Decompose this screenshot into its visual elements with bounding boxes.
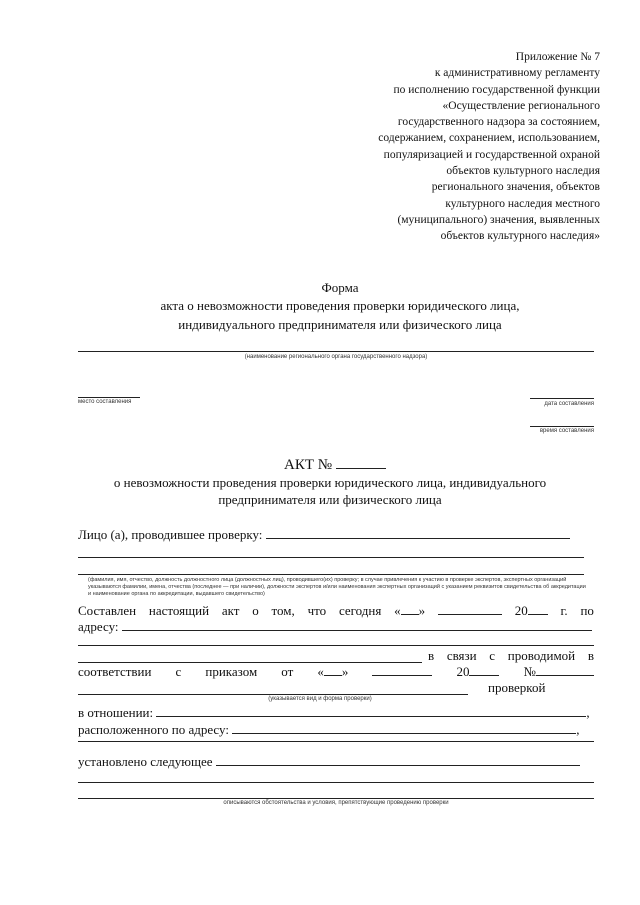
year-field[interactable] <box>528 603 548 615</box>
time-caption: время составления <box>539 428 594 434</box>
composed-word: сегодня <box>338 603 382 618</box>
located-comma: , <box>576 722 580 737</box>
form-title-1: Форма <box>321 280 359 295</box>
order-year-field[interactable] <box>469 664 499 676</box>
agency-caption: (наименование регионального органа государственного надзора) <box>244 354 428 360</box>
time-field-line[interactable] <box>530 426 594 427</box>
due-word: в <box>428 648 435 663</box>
order-number-field[interactable] <box>536 664 594 676</box>
appendix-line: Приложение № 7 <box>515 51 600 63</box>
composed-word: Составлен <box>78 603 137 618</box>
circumstances-caption: описываются обстоятельства и условия, препятствующие проведению проверки <box>223 800 449 806</box>
located-field[interactable] <box>232 722 576 734</box>
act-subtitle-2: предпринимателя или физического лица <box>218 492 442 507</box>
regarding-field[interactable] <box>156 705 586 717</box>
act-heading-text: АКТ № <box>284 457 333 473</box>
composed-word: настоящий <box>148 603 210 618</box>
place-caption: место составления <box>78 399 132 405</box>
form-title-2: акта о невозможности проведения проверки юридического лица, <box>160 298 520 313</box>
day-field[interactable] <box>401 603 419 615</box>
composed-word: о <box>252 603 259 618</box>
date-field-line[interactable] <box>530 398 594 399</box>
appendix-line: регионального значения, объектов <box>431 181 600 194</box>
order-day-field[interactable] <box>324 664 342 676</box>
order-year-prefix: 20 <box>456 664 470 679</box>
regarding-label: в отношении: <box>78 705 154 720</box>
inspector-line-2[interactable] <box>78 557 584 558</box>
appendix-line: содержанием, сохранением, использованием, <box>378 132 600 145</box>
accordance-word: приказом <box>205 664 258 679</box>
composed-word: акт <box>221 603 240 618</box>
composed-word: г. <box>560 603 568 618</box>
year-group <box>515 603 548 619</box>
appendix-line: популяризацией и государственной охраной <box>383 148 600 161</box>
appendix-line: «Осуществление регионального <box>442 99 600 112</box>
accordance-word: с <box>175 664 182 679</box>
due-field-line[interactable] <box>78 662 422 663</box>
appendix-line: государственного надзора за состоянием, <box>397 116 600 129</box>
established-line-3[interactable] <box>78 798 594 799</box>
act-subtitle-1: о невозможности проведения проверки юридического лица, индивидуального <box>113 475 547 490</box>
appendix-line: к административному регламенту <box>434 67 600 80</box>
month-field[interactable] <box>438 603 502 615</box>
act-heading <box>284 455 386 474</box>
appendix-line: (муниципального) значения, выявленных <box>397 213 600 226</box>
inspector-line-3[interactable] <box>78 574 584 575</box>
quote-open: « <box>317 664 324 679</box>
order-date-group <box>317 664 348 680</box>
quote-close: » <box>341 664 349 679</box>
composed-word: том, <box>271 603 295 618</box>
established-line-2[interactable] <box>78 782 594 783</box>
located-line-2[interactable] <box>78 741 594 742</box>
accordance-row <box>78 664 594 680</box>
due-word: в <box>587 648 594 663</box>
address-row <box>78 619 594 635</box>
persons-caption: (фамилия, имя, отчество, должность должностного лица (должностных лиц), проводившего(их) проверку; в случае привлечения к участию в проверке экспертов, экспертных организаций указываются фамилии, имена, отчества (последнее — при наличии), должности экспертов и/или наименования экспертных организаций с указанием реквизитов свидетельства об аккредитации и наименование органа по аккредитации, выдавшего свидетельство) <box>88 577 586 597</box>
order-year-group <box>456 664 499 680</box>
regarding-comma: , <box>586 705 590 720</box>
appendix-line: по исполнению государственной функции <box>393 83 600 96</box>
form-title-3: индивидуального предпринимателя или физического лица <box>178 317 502 332</box>
established-field[interactable] <box>216 754 580 766</box>
order-caption: (указывается вид и форма проверки) <box>268 696 372 702</box>
regarding-row <box>78 705 594 721</box>
located-label: расположенного по адресу: <box>78 722 229 737</box>
composed-word: по <box>580 603 594 618</box>
agency-field-line[interactable] <box>78 351 594 352</box>
appendix-line: культурного наследия местного <box>445 197 600 210</box>
appendix-line: объектов культурного наследия» <box>440 230 600 243</box>
due-row <box>428 648 594 664</box>
inspector-row <box>78 527 594 543</box>
quote-close: » <box>418 603 426 618</box>
place-field-line[interactable] <box>78 397 140 398</box>
quote-open: « <box>394 603 401 618</box>
established-label: установлено следующее <box>78 754 213 769</box>
date-caption: дата составления <box>544 401 594 407</box>
composed-date-group <box>394 603 425 619</box>
address-label: адресу: <box>78 619 119 634</box>
composed-word: что <box>307 603 327 618</box>
number-sign: № <box>523 664 536 679</box>
established-row <box>78 754 594 770</box>
due-word: проводимой <box>507 648 576 663</box>
appendix-block <box>378 49 600 245</box>
address-line-2[interactable] <box>78 645 594 646</box>
due-word: связи <box>446 648 477 663</box>
address-field[interactable] <box>122 619 592 631</box>
due-word: с <box>489 648 496 663</box>
inspector-field[interactable] <box>266 527 570 539</box>
order-month-field[interactable] <box>372 664 432 676</box>
act-number-field[interactable] <box>336 455 386 469</box>
accordance-word: от <box>281 664 294 679</box>
appendix-line: объектов культурного наследия <box>446 165 600 178</box>
order-number-group <box>524 664 594 680</box>
inspector-label: Лицо (а), проводившее проверку: <box>78 527 263 542</box>
check-type-line[interactable] <box>78 694 468 695</box>
check-label: проверкой <box>488 680 546 695</box>
year-prefix: 20 <box>514 603 528 618</box>
composed-row <box>78 603 594 619</box>
located-row <box>78 722 594 738</box>
accordance-word: соответствии <box>78 664 152 679</box>
